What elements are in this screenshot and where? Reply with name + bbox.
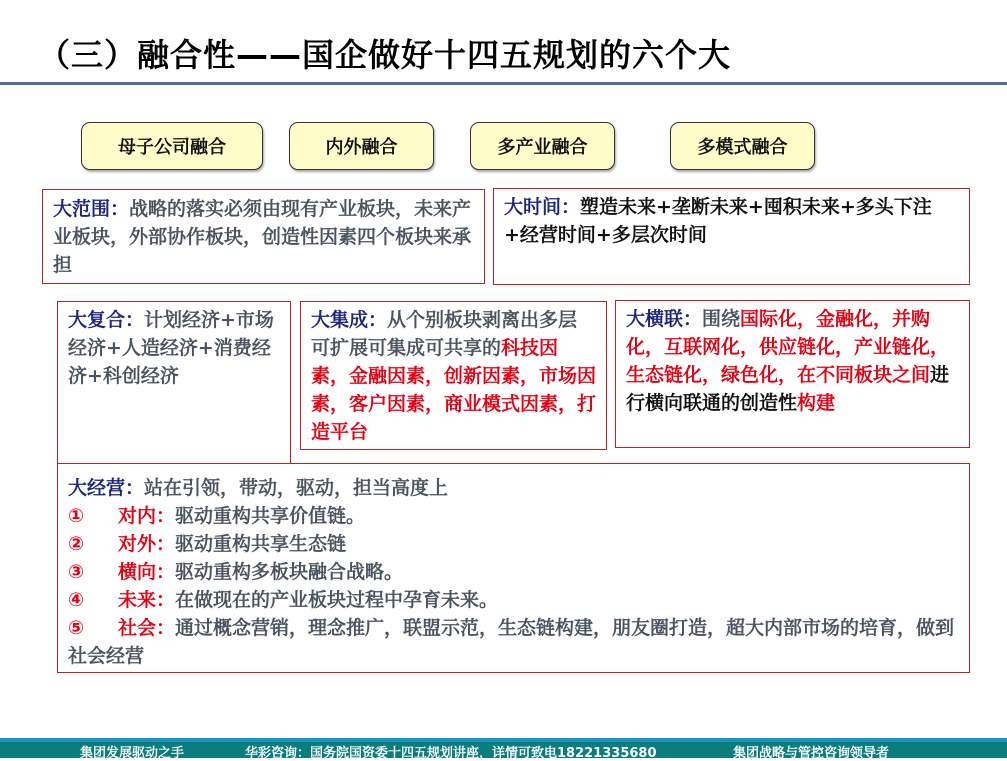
item-text: 驱动重构共享价值链。	[175, 505, 366, 527]
box-text: 塑造未来+垄断未来+囤积未来+多头下注+经营时间+多层次时间	[504, 196, 932, 246]
box-label: 大范围：	[53, 198, 130, 220]
item-number: ④	[68, 589, 85, 611]
box-big-linkage	[615, 300, 970, 448]
box-text-red: 构建	[797, 392, 836, 414]
page-title: （三）融合性——国企做好十四五规划的六个大	[38, 36, 732, 74]
box-text-red: 国际化，金融化，并购化，互联网化，供应链化，产业链化，生态链化，绿色化，在不同板块之间	[626, 308, 950, 386]
pill-label: 内外融合	[325, 137, 398, 158]
pill-multi-model-integration	[670, 122, 815, 170]
box-label: 大集成：	[311, 309, 388, 331]
pill-label: 多模式融合	[697, 137, 788, 158]
item-number: ①	[68, 505, 85, 527]
item-key: 未来：	[118, 589, 176, 611]
box-text: 计划经济+市场经济+人造经济+消费经济+科创经济	[68, 309, 274, 387]
operation-item	[68, 502, 959, 530]
box-label: 大复合：	[68, 309, 145, 331]
operation-item	[68, 614, 959, 670]
operation-item	[68, 586, 959, 614]
item-number: ⑤	[68, 617, 85, 639]
box-label: 大经营：	[68, 477, 145, 499]
box-text-gray: 围绕	[702, 308, 741, 330]
footer-bar	[0, 738, 1007, 761]
operation-item	[68, 530, 959, 558]
item-text: 在做现在的产业板块过程中孕育未来。	[175, 589, 499, 611]
box-big-scope	[42, 189, 485, 284]
operation-item	[68, 558, 959, 586]
item-key: 社会：	[118, 617, 176, 639]
title-divider	[0, 82, 1007, 85]
box-big-integration	[300, 301, 607, 450]
pill-internal-external-integration	[289, 122, 434, 170]
operation-intro: 站在引领，带动，驱动，担当高度上	[144, 477, 449, 499]
box-text-gray: 从个别板块剥离出多层可扩展可集成可共享的	[311, 309, 578, 359]
item-number: ②	[68, 533, 85, 555]
box-label: 大横联：	[626, 308, 703, 330]
box-label: 大时间：	[504, 196, 581, 218]
box-text: 战略的落实必须由现有产业板块，未来产业板块，外部协作板块，创造性因素四个板块来承担	[53, 198, 472, 276]
box-text-red: 科技因素，金融因素，创新因素，市场因素，客户因素，商业模式因素，打造平台	[311, 337, 597, 443]
pill-multi-industry-integration	[470, 122, 615, 170]
pill-label: 母子公司融合	[118, 137, 226, 158]
item-key: 横向：	[118, 561, 176, 583]
box-big-time	[493, 188, 970, 285]
pill-parent-subsidiary-integration	[81, 122, 263, 170]
box-big-composite	[57, 301, 291, 464]
footer-left: 集团发展驱动之手	[80, 746, 185, 761]
item-number: ③	[68, 561, 85, 583]
item-text: 驱动重构共享生态链	[175, 533, 347, 555]
box-text-black: 进行横向联通的创造性	[626, 364, 950, 414]
pill-label: 多产业融合	[497, 137, 588, 158]
item-text: 驱动重构多板块融合战略。	[175, 561, 404, 583]
item-text: 通过概念营销，理念推广，联盟示范，生态链构建，朋友圈打造，超大内部市场的培育，做到社会经营	[68, 617, 955, 667]
item-key: 对外：	[118, 533, 176, 555]
footer-right: 集团战略与管控咨询领导者	[733, 746, 890, 761]
box-big-operation	[57, 463, 970, 673]
item-key: 对内：	[118, 505, 176, 527]
footer-center: 华彩咨询：国务院国资委十四五规划讲座，详情可致电18221335680	[245, 746, 657, 761]
